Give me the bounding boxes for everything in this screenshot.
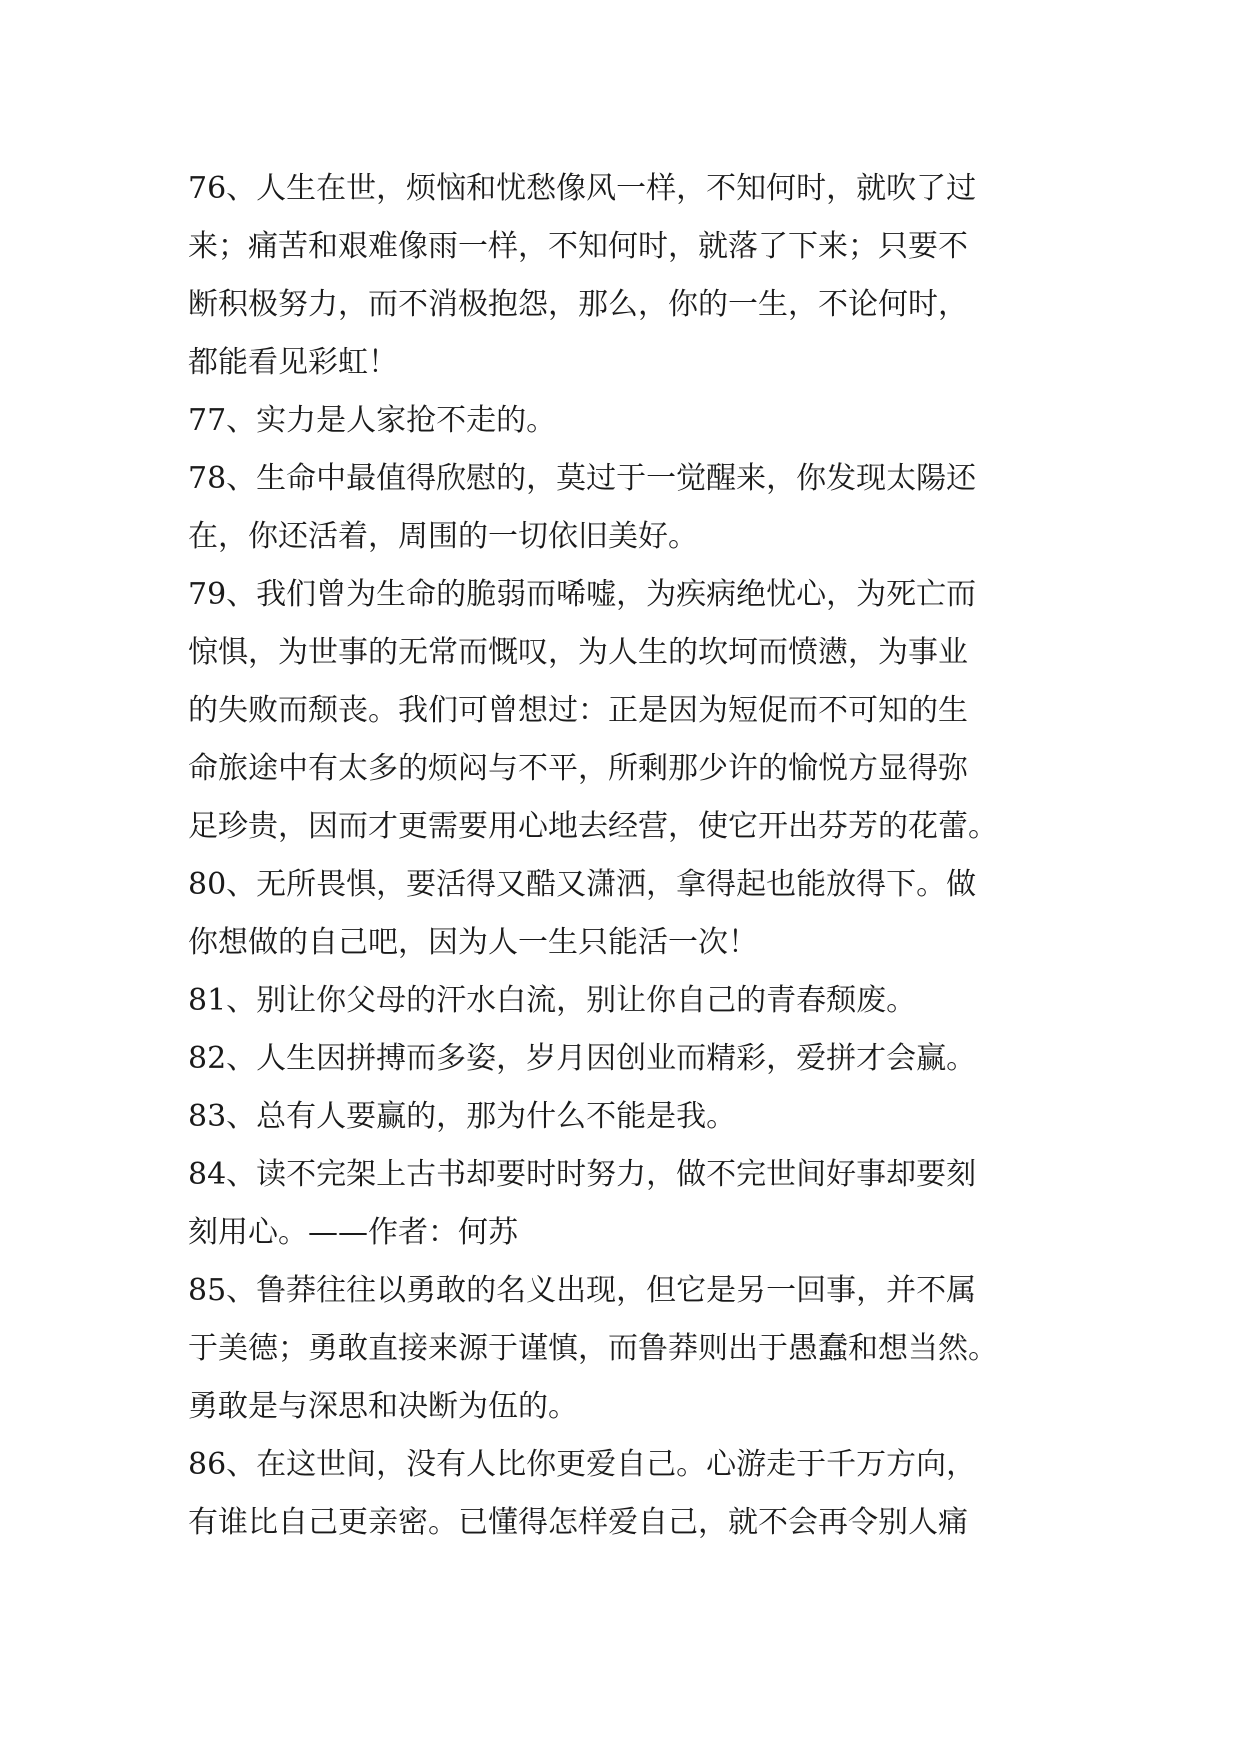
text-line: 都能看见彩虹！: [188, 345, 398, 380]
text-line: 你想做的自己吧，因为人一生只能活一次！: [188, 925, 758, 960]
text-line: 勇敢是与深思和决断为伍的。: [188, 1389, 578, 1424]
text-line: 命旅途中有太多的烦闷与不平，所剩那少许的愉悦方显得弥: [188, 751, 968, 786]
text-line: 86、在这世间，没有人比你更爱自己。心游走于千万方向，: [188, 1447, 977, 1482]
text-line: 在，你还活着，周围的一切依旧美好。: [188, 519, 698, 554]
text-line: 刻用心。——作者：何苏: [188, 1215, 518, 1250]
text-line: 来；痛苦和艰难像雨一样，不知何时，就落了下来；只要不: [188, 229, 968, 264]
text-line: 77、实力是人家抢不走的。: [188, 403, 557, 438]
text-line: 80、无所畏惧，要活得又酷又潇洒，拿得起也能放得下。做: [188, 867, 977, 902]
text-line: 的失败而颓丧。我们可曾想过：正是因为短促而不可知的生: [188, 693, 968, 728]
text-line: 于美德；勇敢直接来源于谨慎，而鲁莽则出于愚蠢和想当然。: [188, 1331, 998, 1366]
text-line: 84、读不完架上古书却要时时努力，做不完世间好事却要刻: [188, 1157, 977, 1192]
text-line: 79、我们曾为生命的脆弱而唏嘘，为疾病绝忧心，为死亡而: [188, 577, 977, 612]
text-line: 81、别让你父母的汗水白流，别让你自己的青春颓废。: [188, 983, 917, 1018]
text-line: 83、总有人要赢的，那为什么不能是我。: [188, 1099, 737, 1134]
text-line: 惊惧，为世事的无常而慨叹，为人生的坎坷而愤懑，为事业: [188, 635, 968, 670]
text-line: 82、人生因拼搏而多姿，岁月因创业而精彩，爱拼才会赢。: [188, 1041, 977, 1076]
document-body: [188, 160, 1068, 1552]
text-line: 78、生命中最值得欣慰的，莫过于一觉醒来，你发现太陽还: [188, 461, 977, 496]
text-line: 断积极努力，而不消极抱怨，那么，你的一生，不论何时，: [188, 287, 968, 322]
text-line: 76、人生在世，烦恼和忧愁像风一样，不知何时，就吹了过: [188, 171, 977, 206]
text-line: 足珍贵，因而才更需要用心地去经营，使它开出芬芳的花蕾。: [188, 809, 998, 844]
text-line: 85、鲁莽往往以勇敢的名义出现，但它是另一回事，并不属: [188, 1273, 977, 1308]
text-line: 有谁比自己更亲密。已懂得怎样爱自己，就不会再令别人痛: [188, 1505, 968, 1540]
